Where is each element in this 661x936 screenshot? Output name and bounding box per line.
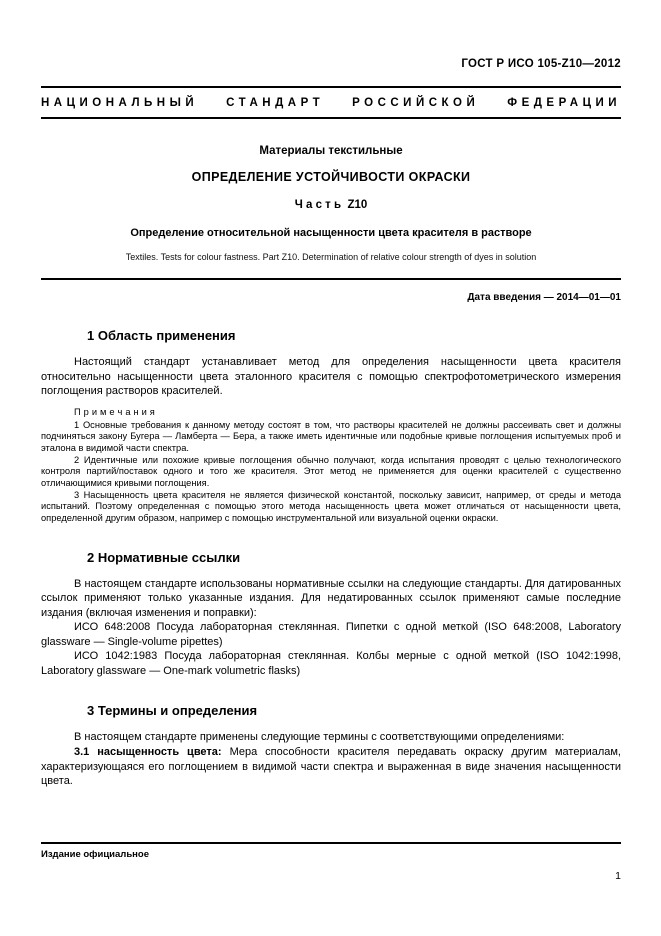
section-2-heading: 2 Нормативные ссылки [87, 549, 241, 565]
page-number: 1 [615, 870, 621, 882]
term-definition [41, 745, 621, 789]
national-standard-banner: НАЦИОНАЛЬНЫЙ СТАНДАРТ РОССИЙСКОЙ ФЕДЕРАЦИИ [41, 97, 621, 109]
title-main: ОПРЕДЕЛЕНИЕ УСТОЙЧИВОСТИ ОКРАСКИ [191, 170, 471, 184]
note-item-1: 1 Основные требования к данному методу состоят в том, что растворы красителей не должны рассеивать свет и должны подчиняться закону Бугера — Ламберта — Бера, а также иметь идентичные или подобные кривые поглощения испытуемых проб и эталона в видимой части спектра. [41, 419, 621, 453]
page-footer [41, 842, 621, 882]
effective-date: Дата введения — 2014—01—01 [467, 292, 621, 303]
term-label: насыщенность цвета: [97, 746, 222, 758]
official-edition-label: Издание официальное [41, 849, 149, 860]
note-item-3: 3 Насыщенность цвета красителя не является физической константой, поскольку зависит, например, от среды и метода испытаний. Поэтому определенная с помощью этого метода насыщенность цвета может отличаться от насыщенности цвета, определенной другим образом, например с помощью инструментальной или визуальной оценки окраски. [41, 489, 621, 524]
reference-item-2: ИСО 1042:1983 Посуда лабораторная стеклянная. Колбы мерные с одной меткой (ISO 1042:1998, Laboratory glassware — One-mark volumetric flasks) [41, 650, 621, 677]
section-1-heading: 1 Область применения [87, 328, 236, 343]
title-english: Textiles. Tests for colour fastness. Part Z10. Determination of relative colour strength of dyes in solution [125, 252, 537, 262]
title-subject: Материалы текстильные [259, 145, 403, 157]
note-item-2: 2 Идентичные или похожие кривые поглощения обычно получают, когда испытания проводят с целью технологического контроля партий/поставок одного и того же красителя. Этот метод не применяется для оценки красителей с существенно отличающимися кривыми поглощения. [41, 454, 621, 489]
notes-block [41, 407, 621, 525]
title-part: Ч а с т ь Z10 [294, 199, 368, 211]
term-number: 3.1 [74, 746, 90, 758]
term-text: Мера способности красителя передавать окраску другим материалам, характеризующаяся его поглощением в видимой части спектра и выраженная в виде значения насыщенности цвета. [41, 746, 621, 788]
section-3-heading: 3 Термины и определения [87, 703, 258, 719]
header-rule-bottom [41, 117, 621, 119]
notes-label: П р и м е ч а н и я [74, 406, 156, 417]
section-2-paragraph: В настоящем стандарте использованы нормативные ссылки на следующие стандарты. Для датированных ссылок применяют только указанные издания. Для недатированных ссылок применяют самые последние издания (включая изменения и поправки): [41, 577, 621, 619]
doc-code: ГОСТ Р ИСО 105-Z10—2012 [461, 58, 621, 70]
title-subtitle: Определение относительной насыщенности цвета красителя в растворе [130, 227, 532, 239]
section-3-intro: В настоящем стандарте применены следующие термины с соответствующими определениями: [74, 731, 565, 744]
section-1-paragraph: Настоящий стандарт устанавливает метод для определения насыщенности цвета красителя относительно насыщенности цвета эталонного красителя с помощью спектрофотометрического измерения поглощения растворов красителей. [41, 356, 621, 398]
title-rule [41, 278, 621, 280]
references-block [41, 620, 621, 678]
reference-item-1: ИСО 648:2008 Посуда лабораторная стеклянная. Пипетки с одной меткой (ISO 648:2008, Laboratory glassware — Single-volume pipettes) [41, 621, 621, 648]
footer-rule [41, 842, 621, 844]
